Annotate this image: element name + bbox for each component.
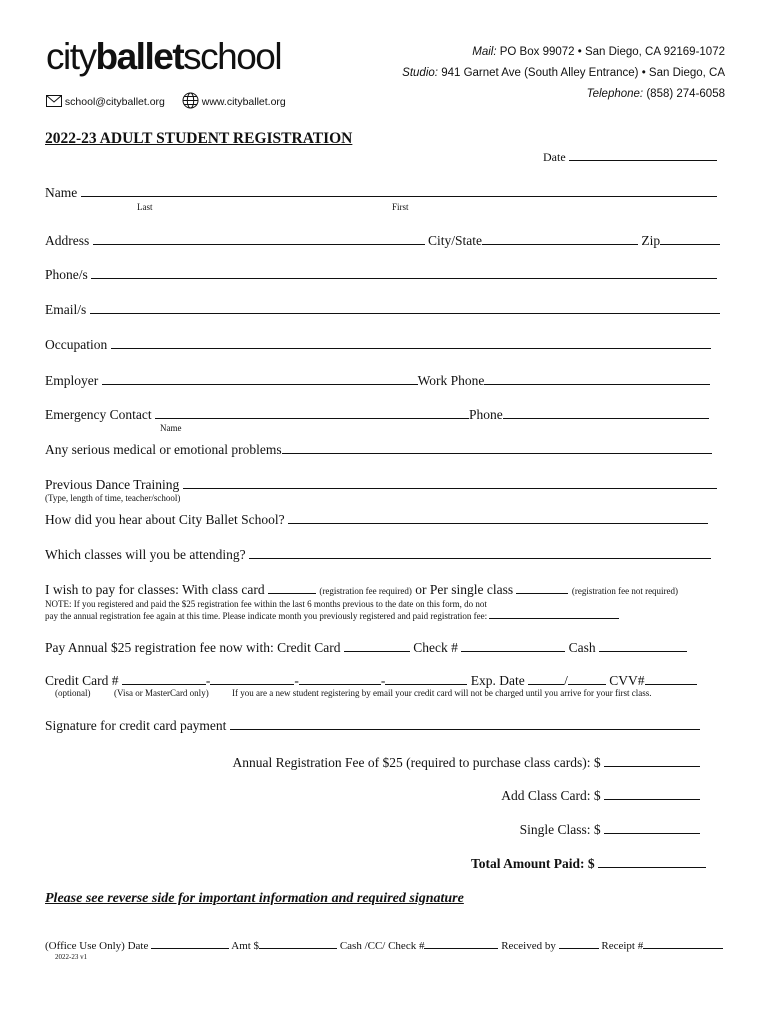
contact-row [46, 92, 286, 112]
note-line-2-text: pay the annual registration fee again at this time. Please indicate month you previously registered and paid registration fee: [45, 611, 488, 621]
phones-label: Phone/s [45, 267, 88, 282]
single-line[interactable] [604, 821, 700, 834]
office-received-label: Received by [501, 940, 556, 952]
total-label: Total Amount Paid: $ [470, 856, 595, 871]
cc-line-1[interactable] [122, 672, 206, 685]
add-class-line[interactable] [604, 787, 700, 800]
version-label: 2022-23 v1 [55, 953, 88, 961]
visa-note: (Visa or MasterCard only) [114, 688, 209, 698]
annual-reg-fee-total[interactable] [232, 754, 700, 771]
emails-label: Email/s [45, 302, 87, 317]
classes-field[interactable] [45, 546, 711, 563]
emails-line[interactable] [90, 301, 720, 314]
hear-label: How did you hear about City Ballet School? [45, 512, 285, 527]
training-label: Previous Dance Training [45, 477, 180, 492]
office-receipt-line[interactable] [643, 938, 723, 949]
hear-field[interactable] [45, 511, 708, 528]
cc-line-3[interactable] [299, 672, 381, 685]
office-use-row [45, 938, 723, 952]
cash-line[interactable] [599, 639, 687, 652]
city-state-label: City/State [428, 233, 482, 248]
employer-field[interactable] [45, 372, 710, 389]
reg-req-note: (registration fee required) [319, 586, 412, 596]
cc-label: Credit Card # [45, 673, 119, 688]
single-class-line[interactable] [516, 581, 568, 594]
occupation-line[interactable] [111, 336, 711, 349]
training-field[interactable] [45, 476, 717, 493]
phones-line[interactable] [91, 266, 717, 279]
credit-card-row: Credit Card # - - - Exp. Date / CVV# [45, 672, 697, 689]
name-line[interactable] [81, 184, 717, 197]
logo [46, 38, 281, 75]
mail-address [472, 46, 725, 58]
signature-label: Signature for credit card payment [45, 718, 227, 733]
globe-icon [182, 92, 199, 112]
employer-label: Employer [45, 373, 99, 388]
medical-field[interactable] [45, 441, 712, 458]
office-cash-label: Cash /CC/ Check # [339, 940, 425, 952]
add-class-card-total[interactable] [501, 787, 700, 804]
logo-part-school: school [183, 36, 282, 77]
studio-value: 941 Garnet Ave (South Alley Entrance) • San Diego, CA [441, 67, 725, 79]
last-sublabel: Last [137, 202, 153, 212]
check-line[interactable] [461, 639, 565, 652]
office-date-line[interactable] [151, 938, 229, 949]
classes-line[interactable] [249, 546, 711, 559]
cc-charge-note: If you are a new student registering by email your credit card will not be charged until you arrive for your first class. [232, 688, 652, 698]
address-label: Address [45, 233, 90, 248]
office-date-label: (Office Use Only) Date [45, 940, 149, 952]
annual-label: Pay Annual $25 registration fee now with: Credit Card [45, 640, 341, 655]
office-amt-line[interactable] [259, 938, 337, 949]
pay-options [45, 581, 678, 598]
work-phone-line[interactable] [484, 372, 710, 385]
occupation-field[interactable] [45, 336, 711, 353]
exp-year-line[interactable] [568, 672, 606, 685]
logo-part-city: city [46, 36, 96, 77]
single-label: Single Class: $ [519, 822, 601, 837]
telephone-label: Telephone: [586, 88, 644, 100]
first-sublabel: First [392, 202, 409, 212]
name-label: Name [45, 185, 78, 200]
optional-note: (optional) [55, 688, 91, 698]
cc-line-4[interactable] [385, 672, 467, 685]
cvv-line[interactable] [645, 672, 697, 685]
emergency-phone-line[interactable] [503, 406, 709, 419]
exp-label: Exp. Date [470, 673, 525, 688]
emails-field[interactable] [45, 301, 720, 318]
hear-line[interactable] [288, 511, 708, 524]
training-line[interactable] [183, 476, 717, 489]
cvv-label: CVV# [609, 673, 645, 688]
emergency-field[interactable] [45, 406, 709, 423]
classes-label: Which classes will you be attending? [45, 547, 246, 562]
website-text: www.cityballet.org [201, 95, 286, 108]
check-label: Check # [413, 640, 458, 655]
office-received-line[interactable] [559, 938, 599, 949]
telephone [587, 88, 725, 100]
emergency-label: Emergency Contact [45, 407, 152, 422]
name-field[interactable] [45, 184, 717, 201]
zip-label: Zip [641, 233, 661, 248]
mail-value: PO Box 99072 • San Diego, CA 92169-1072 [499, 46, 725, 58]
add-class-label: Add Class Card: $ [501, 788, 601, 803]
address-line[interactable] [93, 232, 425, 245]
emergency-name-sublabel: Name [160, 423, 182, 433]
training-sublabel: (Type, length of time, teacher/school) [45, 493, 181, 503]
annual-fee-row [45, 639, 687, 656]
per-single-label: or Per single class [415, 582, 514, 597]
emergency-line[interactable] [155, 406, 469, 419]
class-card-line[interactable] [268, 581, 316, 594]
reverse-side-note: Please see reverse side for important information and required signature [45, 891, 464, 906]
single-class-total[interactable] [520, 821, 700, 838]
total-line[interactable] [598, 855, 706, 868]
signature-field[interactable] [45, 717, 700, 734]
exp-month-line[interactable] [528, 672, 564, 685]
prev-month-line[interactable] [489, 610, 619, 619]
studio-address [402, 67, 725, 79]
date-line[interactable] [569, 148, 717, 161]
envelope-icon [46, 95, 62, 110]
studio-label: Studio: [402, 67, 438, 79]
address-field[interactable] [45, 232, 720, 249]
medical-line[interactable] [282, 441, 712, 454]
wish-label: I wish to pay for classes: With class card [45, 582, 265, 597]
annual-cc-line[interactable] [344, 639, 410, 652]
reg-not-req-note: (registration fee not required) [571, 586, 679, 596]
phones-field[interactable] [45, 266, 717, 283]
signature-line[interactable] [230, 717, 700, 730]
office-receipt-label: Receipt # [601, 940, 644, 952]
date-field[interactable] [543, 148, 717, 165]
annual-fee-line[interactable] [604, 754, 700, 767]
logo-part-ballet: ballet [95, 36, 184, 77]
page-title: 2022-23 ADULT STUDENT REGISTRATION [45, 130, 353, 147]
occupation-label: Occupation [45, 337, 108, 352]
office-cash-line[interactable] [424, 938, 498, 949]
medical-label: Any serious medical or emotional problems [45, 442, 282, 457]
work-phone-label: Work Phone [417, 373, 485, 388]
emergency-phone-label: Phone [468, 407, 503, 422]
zip-line[interactable] [660, 232, 720, 245]
cc-line-2[interactable] [210, 672, 294, 685]
office-amt-label: Amt $ [231, 940, 260, 952]
annual-fee-label: Annual Registration Fee of $25 (required to purchase class cards): $ [232, 755, 601, 770]
note-line-2 [45, 610, 619, 622]
cash-label: Cash [568, 640, 596, 655]
email-text: school@cityballet.org [64, 95, 165, 108]
date-label: Date [543, 150, 566, 164]
note-line-1: NOTE: If you registered and paid the $25 registration fee within the last 6 months previous to the date on this form, do not [45, 599, 487, 609]
employer-line[interactable] [102, 372, 418, 385]
city-state-line[interactable] [482, 232, 638, 245]
mail-label: Mail: [472, 46, 497, 58]
total-amount-paid[interactable] [471, 855, 706, 872]
telephone-value: (858) 274-6058 [646, 88, 725, 100]
